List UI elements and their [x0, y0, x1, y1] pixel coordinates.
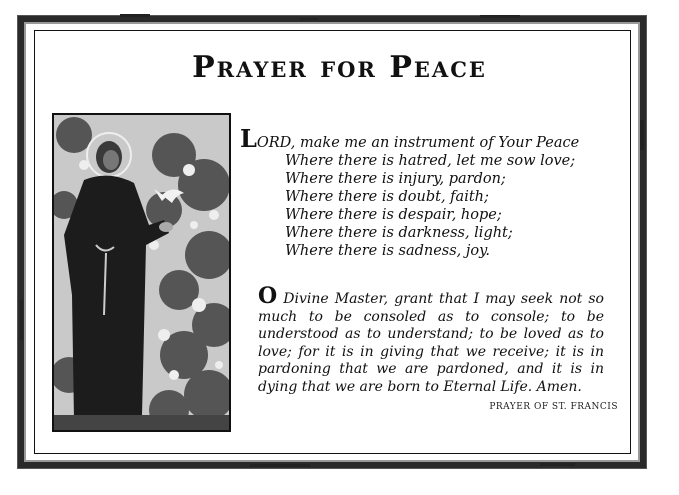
- frame-speck: [120, 14, 150, 17]
- prayer-paragraph-text: Divine Master, grant that I may seek not so much to be consoled as to console; to be understood as to understand; to be loved as to love; for it is in giving that we receive; it is in pardoning that we are pardoned, and it is in dying that we are born to Eternal Life. Amen.: [258, 291, 604, 395]
- drop-cap-o: O: [258, 283, 278, 309]
- page-title: Prayer for Peace: [192, 50, 487, 85]
- poem-line: Where there is sadness, joy.: [285, 243, 490, 259]
- frame-speck: [300, 18, 318, 20]
- poem-first-line-text: ORD, make me an instrument of Your Peace: [256, 135, 580, 151]
- frame-speck: [640, 120, 644, 150]
- drop-cap-l: L: [240, 124, 257, 153]
- saint-francis-with-bird-icon: [54, 115, 229, 430]
- prayer-paragraph: [258, 283, 604, 396]
- frame-speck: [250, 464, 310, 467]
- frame-speck: [480, 15, 520, 18]
- saint-francis-illustration: [52, 113, 231, 432]
- poem-line: Where there is darkness, light;: [285, 225, 513, 241]
- poem-first-line: [240, 124, 620, 153]
- poem-line: Where there is doubt, faith;: [285, 189, 489, 205]
- frame-speck: [20, 300, 23, 340]
- attribution: PRAYER OF ST. FRANCIS: [489, 402, 618, 412]
- poem-line: Where there is injury, pardon;: [285, 171, 506, 187]
- poem-line: Where there is hatred, let me sow love;: [285, 153, 576, 169]
- poem-block: [240, 124, 620, 260]
- poem-line: Where there is despair, hope;: [285, 207, 502, 223]
- frame-speck: [540, 463, 575, 466]
